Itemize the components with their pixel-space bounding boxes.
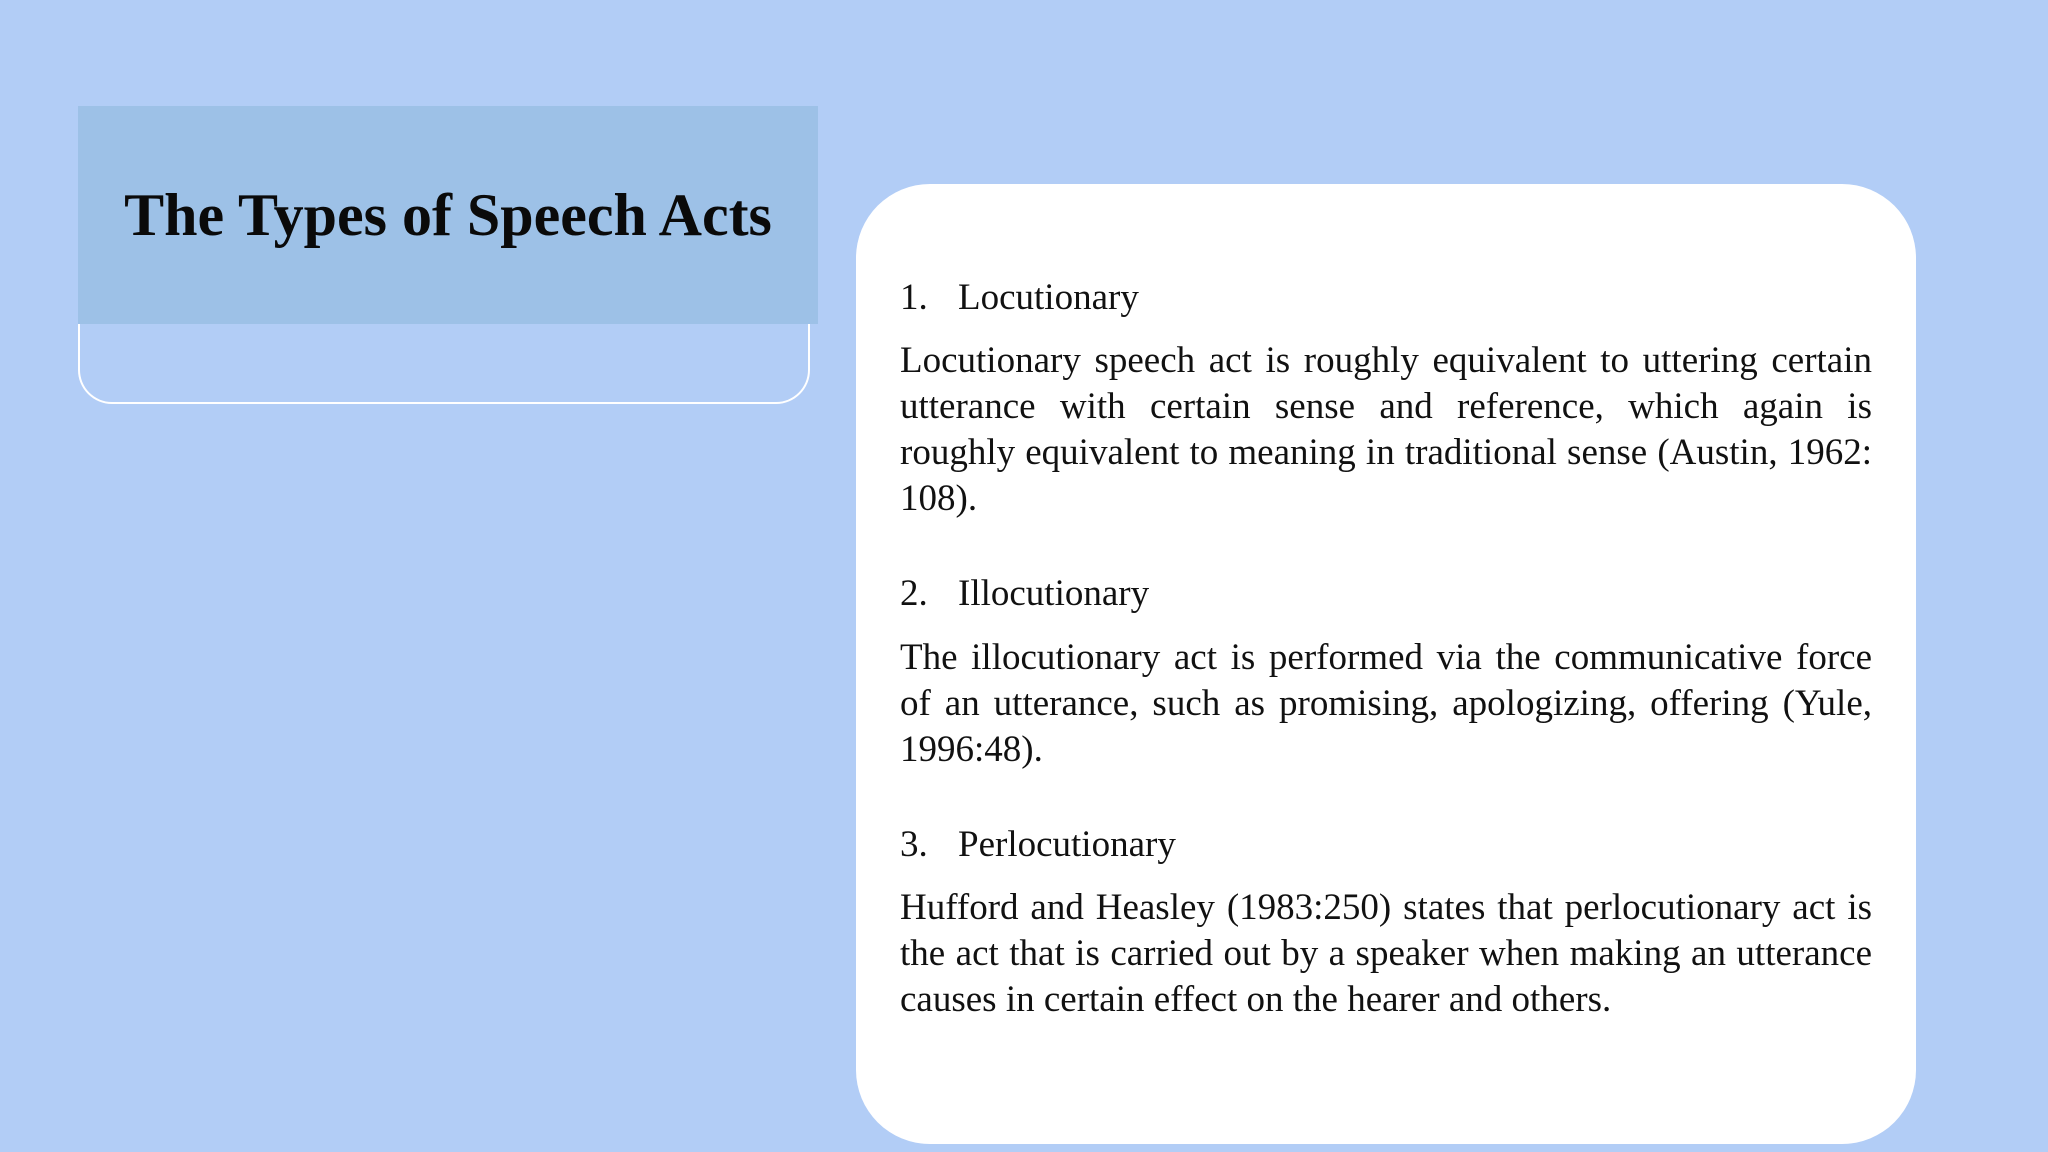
section-body: Locutionary speech act is roughly equivalent to uttering certain utterance with certain sense and reference, which again is roughly equivalent to meaning in traditional sense (Austin, 1962: 108). <box>900 340 1872 520</box>
title-box <box>78 106 818 324</box>
section-number: 3. <box>900 823 928 865</box>
section-heading <box>900 823 1872 867</box>
section-title: Locutionary <box>958 277 1139 318</box>
slide-title: The Types of Speech Acts <box>124 182 772 248</box>
content-card <box>856 184 1916 1144</box>
section-heading <box>900 572 1872 616</box>
section-perlocutionary <box>900 823 1872 1023</box>
section-locutionary <box>900 276 1872 522</box>
section-title: Illocutionary <box>958 573 1150 615</box>
section-number: 2. <box>900 573 928 615</box>
section-body: The illocutionary act is performed via the communicative force of an utterance, such as promising, apologizing, offering (Yule, 1996:48). <box>900 636 1872 770</box>
section-illocutionary <box>900 572 1872 772</box>
section-title: Perlocutionary <box>958 823 1176 865</box>
section-body: Hufford and Heasley (1983:250) states that perlocutionary act is the act that is carried out by a speaker when making an utterance causes in certain effect on the hearer and others. <box>900 887 1872 1021</box>
section-number: 1. <box>900 277 928 318</box>
section-heading <box>900 276 1872 320</box>
